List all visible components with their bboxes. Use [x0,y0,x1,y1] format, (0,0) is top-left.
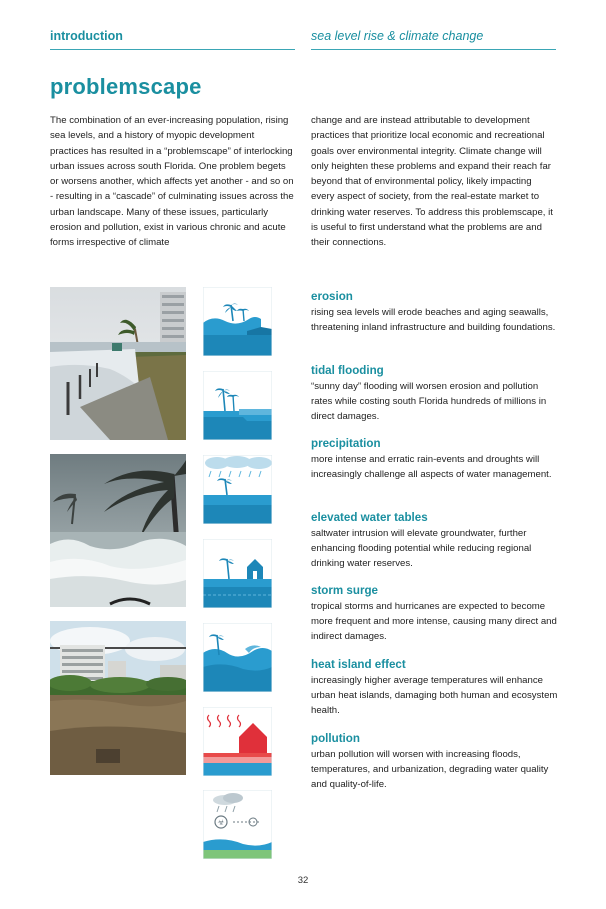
issue-body: more intense and erratic rain-events and droughts will increasingly challenge all aspects of water management. [311,454,552,480]
issue-title: precipitation [311,437,381,450]
hurricane-surf-photo [50,454,186,607]
intro-paragraph-left: The combination of an ever-increasing population, rising sea levels, and a history of myopic development practices has resulted in a “problemscape” of interlocking urban issues across south Florida. One problem begets or worsens another, which affects yet another - and so on - resulting in a “cascade” of culminating issues across the urban landscape. Many of these issues, particularly erosion and pollution, exist in various chronic and acute forms irrespective of climate [50,115,294,249]
elevated-water-table-icon [203,539,272,608]
section-label: introduction [50,29,123,43]
svg-text:☣: ☣ [217,818,225,827]
issue-body: “sunny day” flooding will worsen erosion and pollution rates while costing south Florida hundreds of millions in direct damages. [311,381,547,422]
issue-body: tropical storms and hurricanes are expected to become more frequent and more intense, causing many direct and indirect damages. [311,601,557,642]
precipitation-icon [203,455,272,524]
issue-elevated-water-tables [311,511,561,571]
issue-title: elevated water tables [311,511,428,524]
issue-body: rising sea levels will erode beaches and aging seawalls, threatening inland infrastructure and building foundations. [311,307,556,333]
header-rule-right [311,49,556,50]
issue-erosion [311,290,561,335]
issue-tidal-flooding [311,364,561,424]
flooded-street-photo [50,621,186,775]
page-title: problemscape [50,74,202,99]
pollution-icon [203,790,272,859]
issue-title: tidal flooding [311,364,384,377]
issue-title: pollution [311,732,360,745]
erosion-icon [203,287,272,356]
storm-surge-icon [203,623,272,692]
page-number: 32 [297,875,309,886]
issue-title: erosion [311,290,353,303]
issue-heat-island-effect [311,658,561,718]
issue-pollution [311,732,561,792]
issue-precipitation [311,437,561,482]
tidal-flooding-icon [203,371,272,440]
issue-title: storm surge [311,584,379,597]
heat-island-icon [203,707,272,776]
issue-body: saltwater intrusion will elevate groundwater, further enhancing flooding potential while reducing regional drinking water reserves. [311,528,532,569]
issue-body: increasingly higher average temperatures will enhance urban heat islands, damaging both human and ecosystem health. [311,675,558,716]
topic-label: sea level rise & climate change [311,29,484,43]
intro-paragraph-right: change and are instead attributable to development practices that prioritize local economic and recreational goals over environmental integrity. Climate change will only heighten these problems and expand their reach far beyond that of environmental policy, likely impacting every aspect of society, from the real-estate market to drinking water reserves. To address this problemscape, it is useful to first understand what the problems are and their connections. [311,115,553,249]
header-rule-left [50,49,295,50]
issue-body: urban pollution will worsen with increasing floods, temperatures, and urbanization, degrading water quality and quality-of-life. [311,749,549,790]
issue-storm-surge [311,584,561,644]
issue-title: heat island effect [311,658,406,671]
eroded-beach-photo [50,287,186,440]
